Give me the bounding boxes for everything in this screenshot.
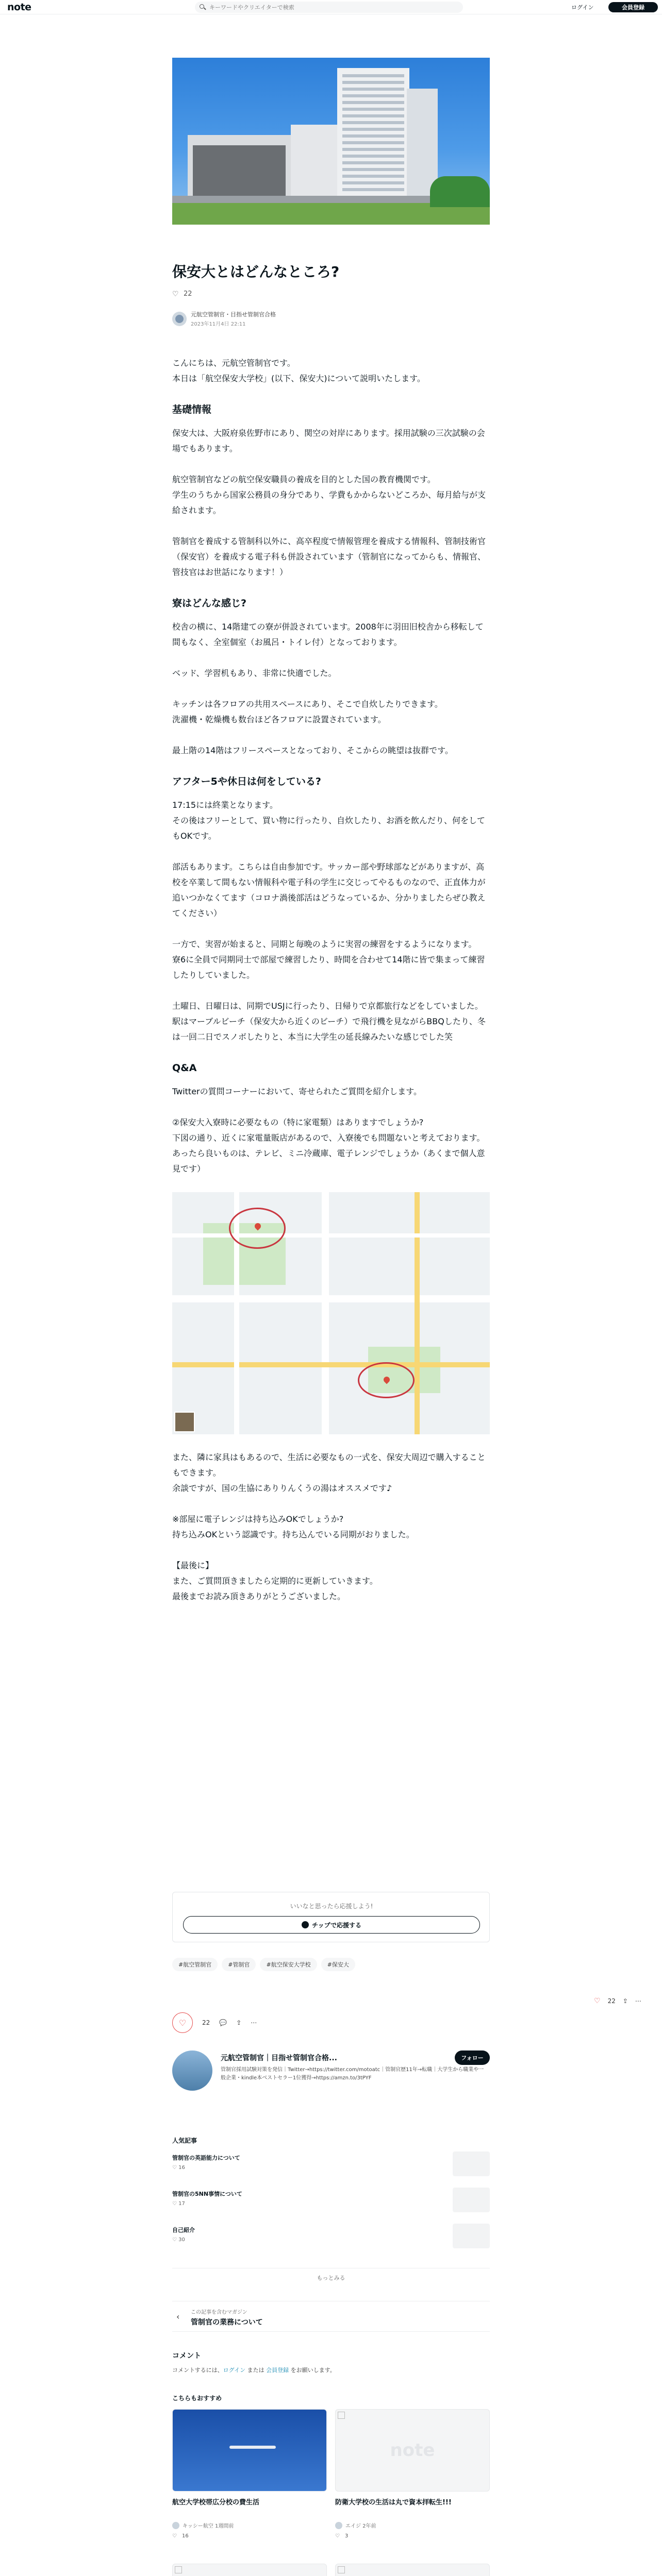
broken-image-icon	[338, 2412, 345, 2419]
tag-chip[interactable]: #航空管制官	[172, 1958, 218, 1971]
floating-share-icon[interactable]: ⇪	[622, 1997, 628, 2005]
section-heading: アフター5や休日は何をしている?	[172, 776, 321, 787]
author-name[interactable]: 元航空管制官・目指せ管制官合格	[191, 311, 276, 318]
tag-chip[interactable]: #保安大	[321, 1958, 355, 1971]
login-button[interactable]: ログイン	[571, 4, 594, 11]
recommend-card-stats	[335, 2533, 490, 2539]
title-like-row	[172, 290, 490, 298]
hero-building-side	[407, 89, 438, 197]
comments-signup-link[interactable]: 会員登録	[266, 2367, 289, 2374]
recommend-card[interactable]	[172, 2409, 327, 2539]
tag-list	[172, 1958, 490, 1971]
magazine-label: この記事を含むマガジン	[191, 2310, 247, 2315]
tip-icon	[302, 1921, 309, 1928]
chevron-left-icon: ‹	[176, 2312, 180, 2321]
heart-outline-icon[interactable]: ♡	[335, 2533, 340, 2539]
comments-note	[172, 2366, 490, 2374]
top-header	[0, 0, 662, 14]
popular-item-thumb	[453, 2188, 490, 2212]
paragraph: 保安大は、大阪府泉佐野市にあり、関空の対岸にあります。採用試験の三次試験の会場でもあります。	[172, 428, 485, 453]
search-bar[interactable]	[195, 2, 463, 13]
map-image	[172, 1192, 490, 1434]
popular-item[interactable]	[172, 2224, 490, 2248]
magazine-title: 管制官の業務について	[191, 2318, 263, 2327]
author-row	[172, 310, 490, 327]
note-logo[interactable]: note	[7, 2, 31, 13]
hero-building-entrance	[193, 145, 286, 197]
recommend-title: こちらもおすすめ	[172, 2395, 222, 2402]
search-input[interactable]	[209, 4, 457, 11]
author-card-name[interactable]: 元航空管制官｜目指せ管制官合格...	[221, 2054, 337, 2062]
paragraph: 管制官を養成する管制科以外に、高卒程度で情報管理を養成する情報科、管制技術官（保安官）を養成する電子科も併設されています（管制官になってからも、情報官、管技官はお世話になります！）	[172, 536, 486, 577]
floating-like-count: 22	[607, 1997, 616, 2005]
hero-building-window	[342, 114, 404, 117]
paragraph: また、隣に家具はもあるので、生活に必要なもの一式を、保安大周辺で購入することもできます。 余談ですが、国の生協にありりんくうの湯はオススメです♪	[172, 1452, 486, 1493]
recommend-card-stats	[172, 2533, 327, 2539]
recommend-card-image	[172, 2564, 327, 2576]
map-thumb	[174, 1412, 195, 1432]
heart-outline-icon[interactable]: ♡	[172, 290, 179, 298]
recommend-card-author: エイジ 2年前	[345, 2523, 376, 2529]
support-box	[172, 1892, 490, 1942]
paragraph: 一方で、実習が始まると、同期と毎晩のように実習の練習をするようになります。 寮6に全員で同期同士で部屋で練習したり、時間を合わせて14階に皆で集まって練習したりしていました。	[172, 939, 485, 980]
recommend-card-avatar	[172, 2522, 179, 2529]
author-card-desc: 管制官採用試験対策を発信｜Twitter→https://twitter.com/motoatc｜管制官歴11年→転職｜大学生から職業や一般企業・kindle本ベストセラー1位獲得→https://amzn.to/3tPYF	[221, 2067, 484, 2081]
hero-building-window	[342, 121, 404, 124]
hero-building-tower	[337, 68, 409, 197]
hero-building-window	[342, 134, 404, 138]
section-heading: 寮はどんな感じ?	[172, 598, 247, 609]
more-icon[interactable]: ⋯	[251, 2019, 257, 2026]
hero-building-window	[342, 128, 404, 131]
recommend-card-meta	[335, 2521, 490, 2529]
popular-item-likes: ♡ 17	[172, 2201, 185, 2207]
hero-building-window	[342, 168, 404, 171]
recommend-card-image	[335, 2564, 490, 2576]
comments-note-pre: コメントするには、	[172, 2367, 223, 2374]
paragraph: 【最後に】 また、ご質問頂きましたら定期的に更新していきます。 最後までお読み頂きありがとうございました。	[172, 1561, 378, 1601]
share-icon[interactable]: ⇪	[236, 2019, 242, 2026]
popular-item-thumb	[453, 2224, 490, 2248]
note-placeholder-logo	[336, 2564, 489, 2576]
tip-button-label: チップで応援する	[311, 1921, 361, 1929]
recommend-card[interactable]	[172, 2564, 327, 2576]
map-road	[322, 1192, 329, 1434]
follow-button[interactable]: フォロー	[455, 2050, 490, 2065]
like-button[interactable]: ♡	[172, 2012, 193, 2033]
tag-chip[interactable]: #管制官	[222, 1958, 256, 1971]
popular-item-likes: ♡ 16	[172, 2165, 185, 2171]
hero-image	[172, 58, 490, 225]
tag-chip[interactable]: #航空保安大学校	[260, 1958, 317, 1971]
hero-trees	[430, 176, 490, 207]
hero-building-mid	[291, 125, 342, 197]
popular-item-title: 管制官の英語能力について	[172, 2155, 240, 2161]
paragraph: ※部屋に電子レンジは持ち込みOKでしょうか? 持ち込みOKという認識です。持ち込んでいる同期がおりました。	[172, 1514, 415, 1539]
search-icon	[199, 4, 206, 11]
map-road-y	[415, 1192, 420, 1434]
floating-more-icon[interactable]: ⋯	[635, 1997, 641, 2005]
recommend-card[interactable]	[335, 2409, 490, 2539]
paragraph: 校舎の横に、14階建ての寮が併設されています。2008年に羽田旧校舎から移転して間もなく、全室個室（お風呂・トイレ付）となっております。	[172, 622, 484, 647]
hero-building-window	[342, 101, 404, 104]
popular-item-thumb	[453, 2151, 490, 2176]
hero-building-window	[342, 175, 404, 178]
popular-item-title: 自己紹介	[172, 2227, 195, 2233]
airplane-icon	[229, 2446, 276, 2449]
comment-icon[interactable]: 💬	[219, 2019, 227, 2026]
hero-building-window	[342, 88, 404, 91]
floating-heart-icon[interactable]: ♡	[594, 1997, 601, 2005]
hero-building-window	[342, 155, 404, 158]
paragraph: キッチンは各フロアの共用スペースにあり、そこで自炊したりできます。 洗濯機・乾燥機も数台ほど各フロアに設置されています。	[172, 699, 443, 724]
paragraph: こんにちは、元航空管制官です。 本日は「航空保安大学校」(以下、保安大)について説明いたします。	[172, 358, 425, 383]
broken-image-icon	[175, 2566, 182, 2573]
paragraph: ②保安大入寮時に必要なもの（特に家電類）はありますでしょうか? 下図の通り、近くに家電量販店があるので、入寮後でも問題ないと考えております。あったら良いものは、テレビ、ミニ冷蔵庫、電子レンジでしょうか（あくまで個人意見です）	[172, 1117, 485, 1174]
section-heading: 基礎情報	[172, 404, 212, 415]
broken-image-icon	[338, 2566, 345, 2573]
recommend-card-likes: 16	[181, 2533, 189, 2539]
recommend-card-author: キッシー航空 1週間前	[183, 2523, 234, 2529]
recommend-card-image	[335, 2409, 490, 2492]
comments-login-link[interactable]: ログイン	[223, 2367, 246, 2374]
heart-outline-icon[interactable]: ♡	[172, 2533, 177, 2539]
support-prompt: いいなと思ったら応援しよう!	[290, 1903, 373, 1910]
map-road	[172, 1233, 490, 1238]
hero-building-window	[342, 148, 404, 151]
magazine-link[interactable]	[172, 2301, 490, 2332]
recommend-card-meta	[172, 2521, 327, 2529]
popular-item-title: 管制官の5NN事情について	[172, 2191, 242, 2197]
article-body	[172, 355, 490, 1620]
recommend-card-title: 防衛大学校の生活は丸で資本拝転生!!!	[335, 2499, 452, 2506]
paragraph: 17:15には終業となります。 その後はフリーとして、買い物に行ったり、自炊したり、お酒を飲んだり、何をしてもOKです。	[172, 800, 486, 841]
like-count: 22	[202, 2019, 210, 2026]
title-like-count: 22	[184, 290, 192, 298]
recommend-card-likes: 3	[344, 2533, 349, 2539]
hero-building-window	[342, 161, 404, 164]
hero-building-window	[342, 108, 404, 111]
hero-building-window	[342, 74, 404, 77]
article-title: 保安大とはどんなところ?	[172, 263, 340, 280]
comments-note-mid: または	[245, 2367, 267, 2374]
recommend-card-title: 航空大学校帯広分校の費生活	[172, 2499, 260, 2506]
paragraph: 航空管制官などの航空保安職員の養成を目的とした国の教育機関です。 学生のうちから国家公務員の身分であり、学費もかからないどころか、毎月給与が支給されます。	[172, 474, 486, 515]
comments-note-post: をお願いします。	[289, 2367, 336, 2374]
note-placeholder-logo	[173, 2564, 326, 2576]
map-road-y	[172, 1362, 490, 1367]
paragraph: Twitterの質問コーナーにおいて、寄せられたご質問を紹介します。	[172, 1087, 422, 1096]
hero-building-window	[342, 141, 404, 144]
recommend-card-image	[172, 2409, 327, 2492]
paragraph: ベッド、学習机もあり、非常に快適でした。	[172, 668, 337, 678]
popular-item[interactable]	[172, 2188, 490, 2212]
popular-item[interactable]	[172, 2151, 490, 2176]
author-card-avatar[interactable]	[172, 2050, 212, 2091]
paragraph: 部活もあります。こちらは自由参加です。サッカー部や野球部などがありますが、高校を卒業して間もない情報科や電子科の学生に交じってやるものなので、正直体力が追いつかなくてます（コロナ渦後部活はどうなっているか、分かりましたらぜひ教えてください）	[172, 862, 486, 918]
hero-building-window	[342, 181, 404, 184]
recommend-card[interactable]	[335, 2564, 490, 2576]
note-placeholder-logo: note	[390, 2440, 435, 2461]
section-heading: Q&A	[172, 1062, 197, 1074]
map-road	[172, 1295, 490, 1302]
paragraph: 土曜日、日曜日は、同期でUSJに行ったり、日帰りで京都旅行などをしていました。駅はマーブルビーチ（保安大から近くのビーチ）で飛行機を見ながらBBQしたり、冬は一回二日でスノボしたりと、本当に大学生の延長線みたいな感じでした笑	[172, 1001, 486, 1042]
floating-actions	[594, 1997, 641, 2005]
hero-building-window	[342, 188, 404, 191]
tip-button[interactable]	[183, 1916, 480, 1934]
hero-building-window	[342, 94, 404, 97]
comments-title: コメント	[172, 2352, 201, 2360]
popular-title: 人気記事	[172, 2137, 197, 2144]
recommend-card-avatar	[335, 2522, 342, 2529]
popular-item-likes: ♡ 30	[172, 2237, 185, 2243]
hero-building-window	[342, 81, 404, 84]
more-link[interactable]: もっとみる	[172, 2268, 490, 2282]
author-avatar[interactable]	[172, 312, 187, 326]
post-date: 2023年11月4日 22:11	[191, 321, 246, 327]
action-bar	[172, 2012, 490, 2033]
paragraph: 最上階の14階はフリースペースとなっており、そこからの眺望は抜群です。	[172, 745, 453, 755]
signup-button[interactable]: 会員登録	[608, 2, 658, 12]
